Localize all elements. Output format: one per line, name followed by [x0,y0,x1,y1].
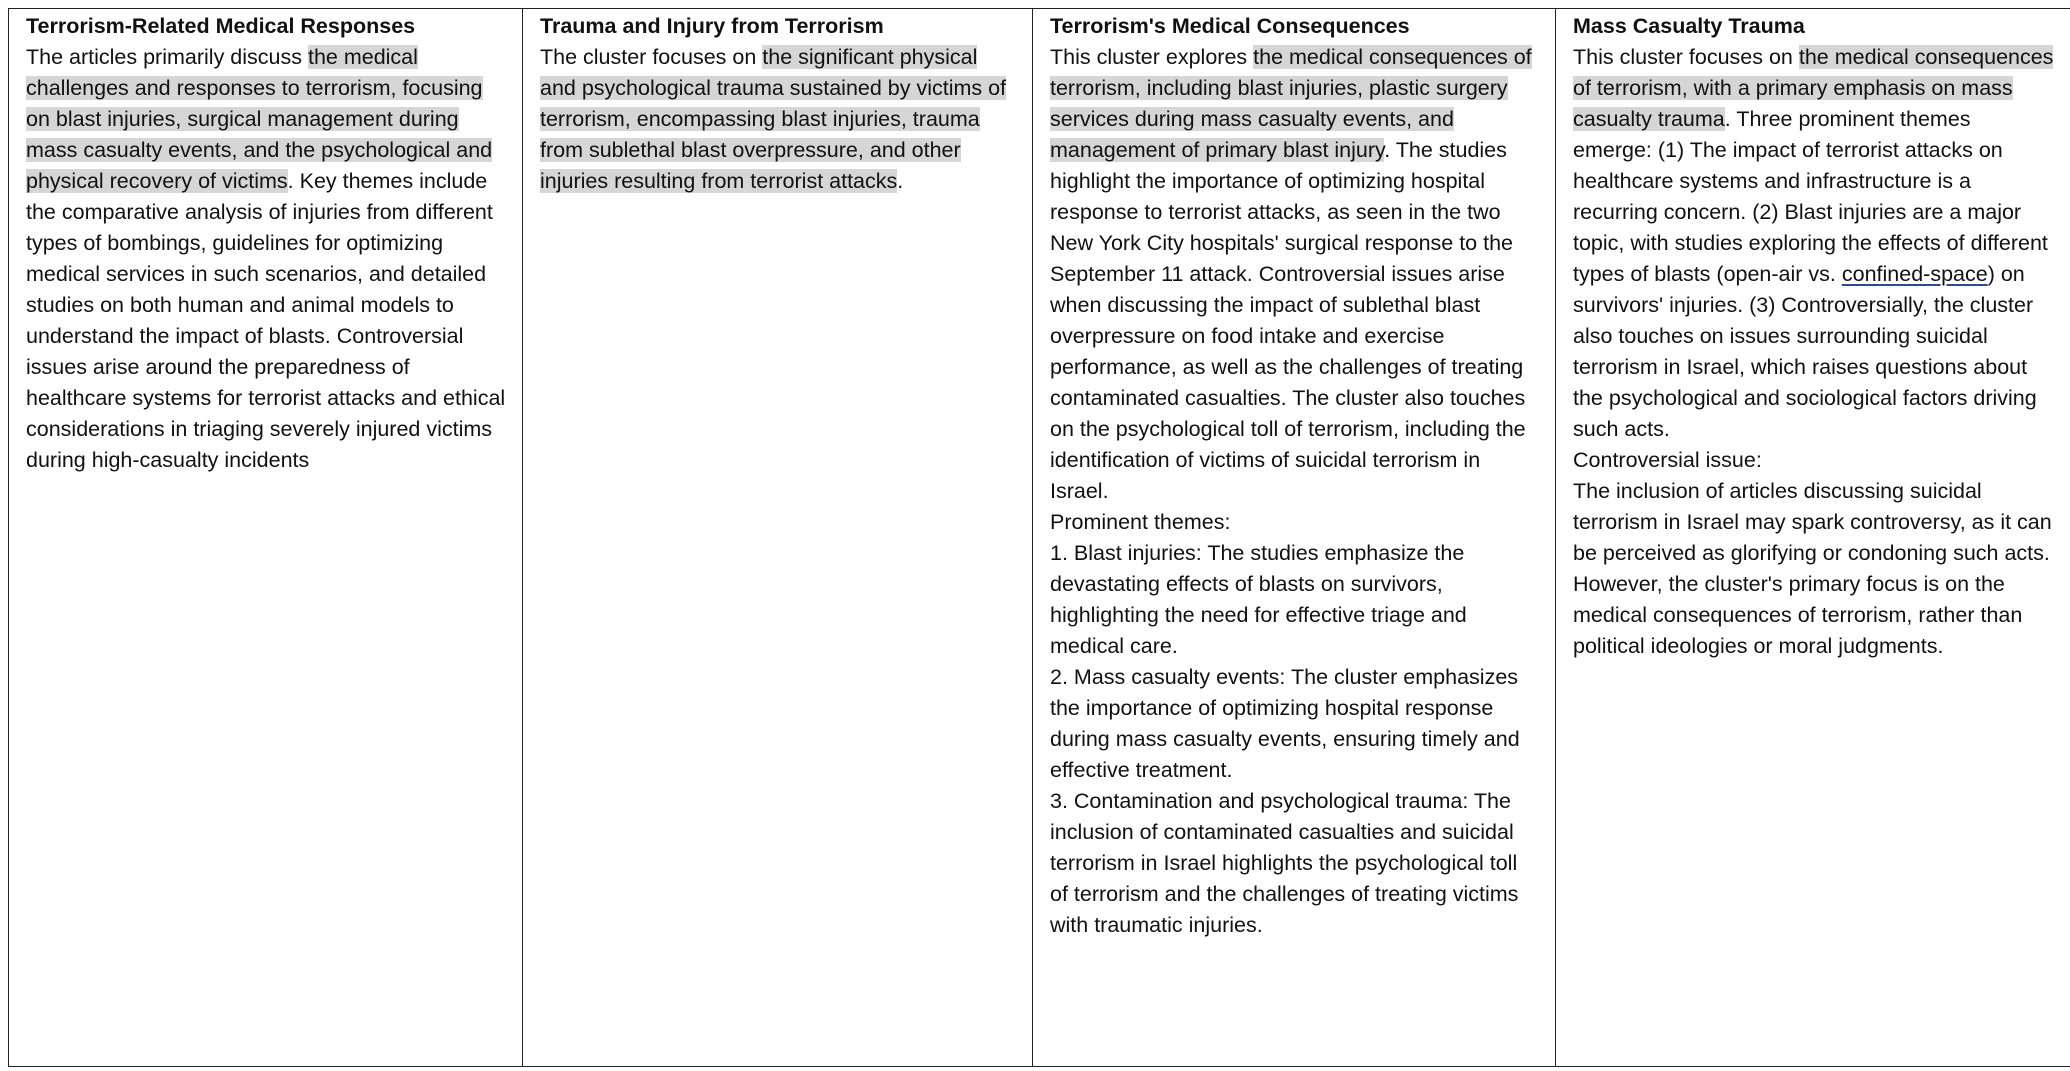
cell-body [540,42,1016,197]
cell-text: . The studies highlight the importance of optimizing hospital response to terrorist attacks, as seen in the two New York City hospitals' surgical response to the September 11 attack. Controversial issues arise when discussing the impact of sublethal blast overpressure on food intake and exercise performance, as well as the challenges of treating contaminated casualties. The cluster also touches on the psychological toll of terrorism, including the identification of victims of suicidal terrorism in Israel. [1050,138,1526,503]
theme-item: 1. Blast injuries: The studies emphasize the devastating effects of blasts on survivors, highlighting the need for effective triage and medical care. [1050,541,1467,658]
cell-intro: The articles primarily discuss [26,45,308,69]
cell-title: Trauma and Injury from Terrorism [540,14,884,38]
underlined-term: confined-space [1841,262,1988,286]
table-cell-1 [9,9,523,1067]
cell-intro: This cluster focuses on [1573,45,1799,69]
cell-title: Terrorism's Medical Consequences [1050,14,1410,38]
cell-title: Terrorism-Related Medical Responses [26,14,416,38]
cell-text: . Key themes include the comparative analysis of injuries from different types of bombings, guidelines for optimizing medical services in such scenarios, and detailed studies on both human and animal models to understand the impact of blasts. Controversial issues arise around the preparedness of healthcare systems for terrorist attacks and ethical considerations in triaging severely injured victims during high-casualty incidents [26,169,506,472]
table-row [9,9,2070,1067]
theme-item: 2. Mass casualty events: The cluster emphasizes the importance of optimizing hospital response during mass casualty events, ensuring timely and effective treatment. [1050,665,1520,782]
cell-body [26,42,506,476]
cell-text: . [897,169,904,193]
cell-intro: The cluster focuses on [540,45,763,69]
cell-body [1050,42,1539,507]
controversial-text: The inclusion of articles discussing suicidal terrorism in Israel may spark controversy, as it can be perceived as glorifying or condoning such acts. However, the cluster's primary focus is on the medical consequences of terrorism, rather than political ideologies or moral judgments. [1573,479,2052,658]
table-cell-3 [1033,9,1556,1067]
highlighted-text: the medical consequences of terrorism, with a primary emphasis on mass casualty trauma [1573,45,2054,131]
cell-title: Mass Casualty Trauma [1573,14,1805,38]
cell-text: ) on survivors' injuries. (3) Controversially, the cluster also touches on issues surrounding suicidal terrorism in Israel, which raises questions about the psychological and sociological factors driving such acts. [1573,262,2037,441]
controversial-heading: Controversial issue: [1573,448,1762,472]
highlighted-text: the medical challenges and responses to terrorism, focusing on blast injuries, surgical management during mass casualty events, and the psychological and physical recovery of victims [26,45,493,193]
table-cell-4 [1556,9,2070,1067]
themes-heading: Prominent themes: [1050,510,1231,534]
cell-body [1573,42,2055,445]
highlighted-text: the significant physical and psychological trauma sustained by victims of terrorism, encompassing blast injuries, trauma from sublethal blast overpressure, and other injuries resulting from terrorist attacks [540,45,1007,193]
cell-intro: This cluster explores [1050,45,1254,69]
summary-table [8,8,2070,1067]
theme-item: 3. Contamination and psychological trauma: The inclusion of contaminated casualties and suicidal terrorism in Israel highlights the psychological toll of terrorism and the challenges of treating victims with traumatic injuries. [1050,789,1519,937]
cell-text: . Three prominent themes emerge: (1) The impact of terrorist attacks on healthcare systems and infrastructure is a recurring concern. (2) Blast injuries are a major topic, with studies exploring the effects of different types of blasts (open-air vs. [1573,107,2048,286]
table-cell-2 [523,9,1033,1067]
highlighted-text: the medical consequences of terrorism, including blast injuries, plastic surgery services during mass casualty events, and management of primary blast injury [1050,45,1532,162]
